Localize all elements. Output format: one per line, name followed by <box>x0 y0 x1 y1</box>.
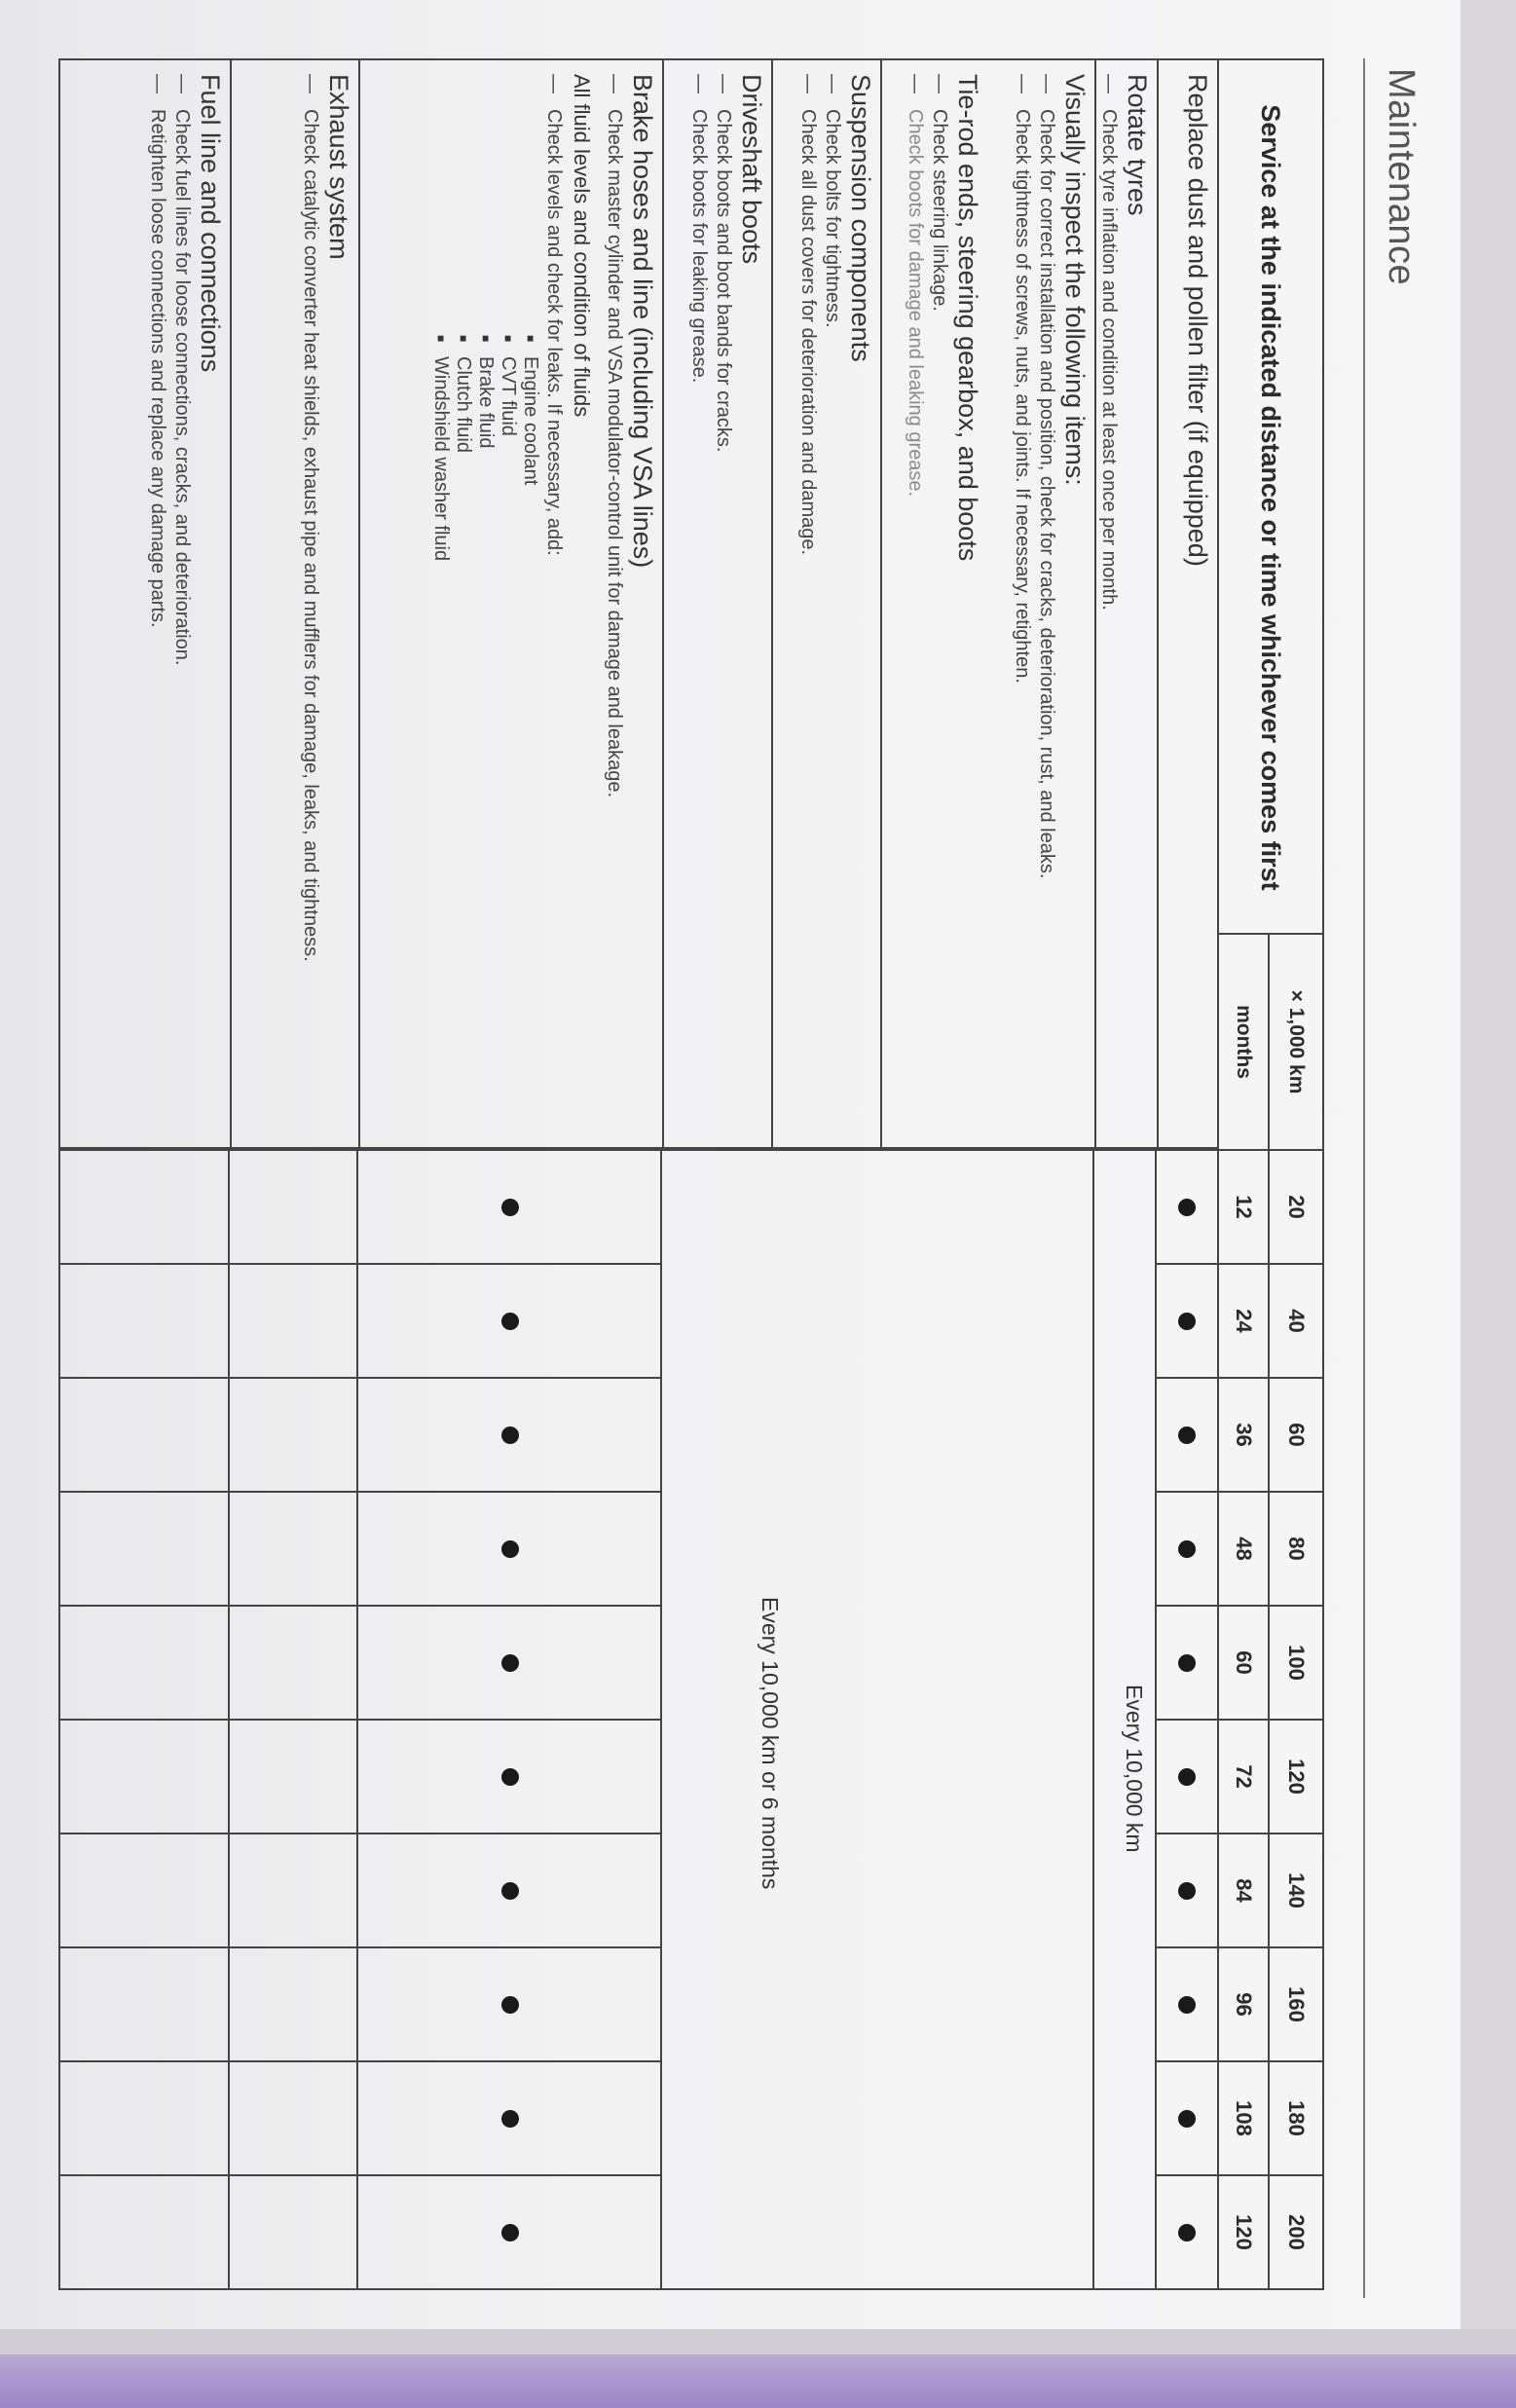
row-title: Visually inspect the following items: <box>1060 74 1090 486</box>
column-divider <box>1157 1263 1217 1265</box>
row-detail: — Check steering linkage. <box>927 74 951 1137</box>
table-row-exhaust <box>230 58 358 1149</box>
row-detail: — Check master cylinder and VSA modulator-control unit for damage and leakage. <box>602 74 626 1137</box>
maintenance-page <box>49 58 1422 2278</box>
service-label: Service at the indicated distance or time whichever comes first <box>1256 104 1285 891</box>
table-row-driveshaft <box>662 58 771 1149</box>
distance-header-cell <box>1268 2174 1324 2290</box>
column-divider <box>58 1263 662 1265</box>
bookmark-ribbon <box>0 2354 1516 2408</box>
service-header <box>1217 58 1324 935</box>
service-mark-dot <box>1178 1882 1196 1900</box>
service-mark-dot <box>1178 1313 1196 1330</box>
fluids-detail: — Check levels and check for leaks. If necessary, add: <box>541 74 566 1137</box>
distance-value: 80 <box>1284 1537 1309 1561</box>
service-mark-dot <box>501 2110 519 2128</box>
months-header-cell <box>1217 1946 1270 2062</box>
service-mark-dot <box>501 1996 519 2014</box>
column-divider <box>58 2060 662 2062</box>
distance-value: 20 <box>1284 1195 1309 1219</box>
column-divider <box>1157 1719 1217 1721</box>
service-mark-dot <box>501 1426 519 1444</box>
service-mark-dot <box>1178 1996 1196 2014</box>
table-row-brake-fluids <box>358 58 662 1149</box>
distance-value: 40 <box>1284 1309 1309 1333</box>
distance-value: 60 <box>1284 1423 1309 1447</box>
column-divider <box>58 1491 662 1493</box>
row-title: Suspension components <box>846 74 875 362</box>
table-row-fuel <box>58 58 230 1149</box>
fluid-item: ■ Engine coolant <box>519 74 541 1137</box>
months-header-cell <box>1217 1377 1270 1493</box>
months-value: 96 <box>1232 1992 1256 2017</box>
column-divider <box>1157 1605 1217 1607</box>
row-title: Fuel line and connections <box>196 74 225 373</box>
row-detail: — Check tightness of screws, nuts, and joints. If necessary, retighten. <box>1010 74 1034 1137</box>
fluid-item: ■ CVT fluid <box>497 74 519 1137</box>
row-detail: — Check catalytic converter heat shields, exhaust pipe and mufflers for damage, leaks, and tightness. <box>298 74 322 1137</box>
row-divider <box>1092 1149 1094 2290</box>
interval-inspection: Every 10,000 km or 6 months <box>758 1597 783 1890</box>
service-mark-dot <box>1178 1768 1196 1786</box>
row-detail: — Check boots for leaking grease. <box>686 74 711 1137</box>
row-detail: — Check for correct installation and position, check for cracks, deterioration, rust, and leaks. <box>1034 74 1058 1137</box>
months-value: 12 <box>1232 1195 1256 1219</box>
months-value: 72 <box>1232 1764 1256 1789</box>
row-detail: — Check all dust covers for deterioration and damage. <box>795 74 820 1137</box>
row-title: Exhaust system <box>324 74 353 260</box>
service-mark-dot <box>501 1313 519 1330</box>
row-title: Brake hoses and line (including VSA lines) <box>628 74 657 569</box>
distance-value: 120 <box>1284 1759 1309 1795</box>
service-mark-dot <box>1178 1540 1196 1558</box>
service-mark-dot <box>1178 2224 1196 2241</box>
distance-value: 160 <box>1284 1986 1309 2022</box>
months-value: 120 <box>1232 2214 1256 2250</box>
service-mark-dot <box>501 1768 519 1786</box>
months-value: 84 <box>1232 1878 1256 1903</box>
service-mark-dot <box>501 1199 519 1216</box>
table-row-filter <box>1157 58 1217 1149</box>
service-mark-dot <box>1178 1199 1196 1216</box>
column-divider <box>58 1605 662 1607</box>
months-header-cell <box>1217 1605 1270 1721</box>
column-divider <box>58 1833 662 1834</box>
row-detail: — Check boots and boot bands for cracks. <box>711 74 735 1137</box>
service-mark-dot <box>501 1882 519 1900</box>
months-value: 48 <box>1232 1537 1256 1561</box>
column-divider <box>58 2174 662 2176</box>
maintenance-table <box>58 58 1324 2288</box>
service-mark-dot <box>1178 1654 1196 1672</box>
interval-tyres: Every 10,000 km <box>1122 1685 1147 1853</box>
distance-header-cell <box>1268 1149 1324 1265</box>
distance-unit: × 1,000 km <box>1285 989 1308 1094</box>
row-detail: — Check boots for damage and leaking grease. <box>903 74 927 1137</box>
service-mark-dot <box>501 1540 519 1558</box>
distance-header-cell <box>1268 1605 1324 1721</box>
page-edge <box>0 2329 1516 2354</box>
distance-value: 100 <box>1284 1645 1309 1681</box>
row-detail: — Check bolts for tightness. <box>820 74 844 1137</box>
row-title: Tie-rod ends, steering gearbox, and boots <box>953 74 982 562</box>
fluids-title: All fluid levels and condition of fluids <box>570 74 594 418</box>
service-mark-dot <box>1178 2110 1196 2128</box>
column-divider <box>1157 1491 1217 1493</box>
title-rule <box>1363 58 1365 2298</box>
column-divider <box>1157 1833 1217 1834</box>
months-value: 24 <box>1232 1309 1256 1333</box>
distance-value: 200 <box>1284 2214 1309 2250</box>
row-title: Driveshaft boots <box>737 74 766 265</box>
months-value: 36 <box>1232 1423 1256 1447</box>
service-mark-dot <box>501 1654 519 1672</box>
months-header-cell <box>1217 1263 1270 1379</box>
column-divider <box>1157 2174 1217 2176</box>
column-divider <box>1157 1377 1217 1379</box>
column-divider <box>58 1946 662 1948</box>
distance-header-cell <box>1268 1263 1324 1379</box>
distance-value: 140 <box>1284 1872 1309 1908</box>
column-divider <box>1157 1946 1217 1948</box>
time-unit: months <box>1233 1005 1255 1079</box>
fluid-item: ■ Clutch fluid <box>452 74 474 1137</box>
service-mark-dot <box>1178 1426 1196 1444</box>
months-value: 60 <box>1232 1650 1256 1675</box>
distance-header-cell <box>1268 1719 1324 1834</box>
distance-value: 180 <box>1284 2100 1309 2136</box>
distance-header-cell <box>1268 1491 1324 1607</box>
column-divider <box>58 1719 662 1721</box>
section-title: Maintenance <box>1381 68 1422 286</box>
months-value: 108 <box>1232 2100 1256 2136</box>
table-row-suspension <box>771 58 880 1149</box>
row-detail: — Check fuel lines for loose connections, cracks, and deterioration. <box>169 74 194 1137</box>
distance-header-cell <box>1268 1946 1324 2062</box>
time-unit-cell <box>1217 933 1270 1151</box>
distance-header-cell <box>1268 1377 1324 1493</box>
row-title: Rotate tyres <box>1123 74 1152 216</box>
months-header-cell <box>1217 1833 1270 1948</box>
months-header-cell <box>1217 2060 1270 2176</box>
table-row-visual <box>987 58 1094 1149</box>
row-title: Replace dust and pollen filter (if equipped) <box>1183 74 1212 567</box>
months-header-cell <box>1217 1491 1270 1607</box>
table-row-tierod <box>880 58 987 1149</box>
distance-header-cell <box>1268 2060 1324 2176</box>
table-row-tyres <box>1094 58 1157 1149</box>
service-mark-dot <box>501 2224 519 2241</box>
row-detail: — Check tyre inflation and condition at least once per month. <box>1096 74 1121 1137</box>
fluid-item: ■ Windshield washer fluid <box>429 74 452 1137</box>
distance-header-cell <box>1268 1833 1324 1948</box>
months-header-cell <box>1217 2174 1270 2290</box>
column-divider <box>58 1377 662 1379</box>
months-header-cell <box>1217 1719 1270 1834</box>
row-detail: — Retighten loose connections and replace any damage parts. <box>145 74 169 1137</box>
column-divider <box>1157 2060 1217 2062</box>
distance-unit-cell <box>1268 933 1324 1151</box>
fluid-item: ■ Brake fluid <box>474 74 497 1137</box>
months-header-cell <box>1217 1149 1270 1265</box>
